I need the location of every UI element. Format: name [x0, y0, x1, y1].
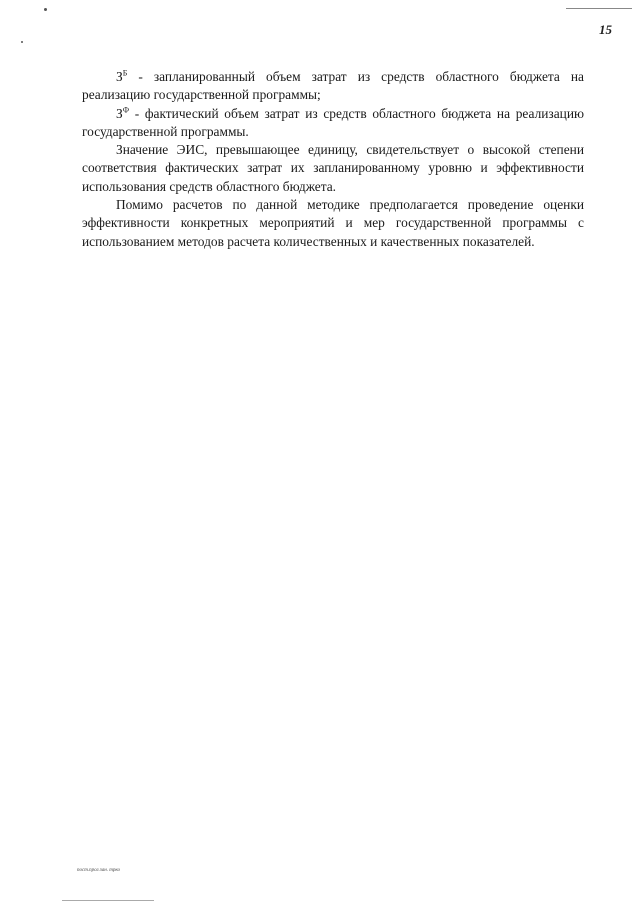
paragraph-eis-value: Значение ЭИС, превышающее единицу, свидетельствует о высокой степени соответствия фактических затрат их запланированному уровню и эффективности использования средств областного бюджета.: [82, 142, 584, 194]
footer-file-note: пост.прог.зан. трко: [77, 868, 120, 873]
paragraph-additional-assessment: Помимо расчетов по данной методике предполагается проведение оценки эффективности конкретных мероприятий и мер государственной программы с использованием методов расчета количественных и качественных показателей.: [82, 197, 584, 249]
paragraph-text: - фактический объем затрат из средств областного бюджета на реализацию государственной программы.: [82, 105, 584, 139]
scan-mark: [62, 900, 154, 901]
definition-actual-costs: [82, 105, 584, 142]
scan-mark: [566, 8, 632, 9]
symbol: З: [116, 69, 123, 84]
page-number: 15: [599, 22, 612, 37]
document-body: [82, 68, 584, 251]
scan-speck: [44, 8, 47, 11]
superscript: Б: [122, 68, 128, 78]
definition-planned-costs: [82, 68, 584, 105]
paragraph-text: - запланированный объем затрат из средств областного бюджета на реализацию государственной программы;: [82, 69, 584, 103]
superscript: Ф: [122, 105, 130, 115]
symbol: З: [116, 105, 123, 121]
scan-speck: [21, 41, 23, 43]
